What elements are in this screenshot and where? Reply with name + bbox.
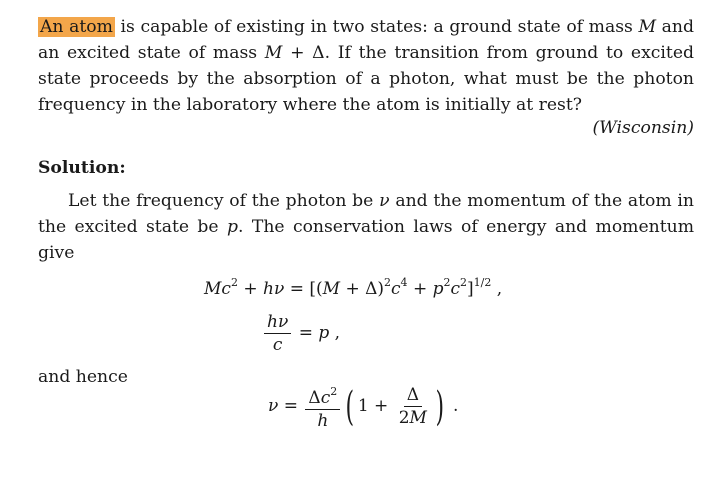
highlighted-text: An atom	[40, 17, 113, 37]
problem-source: (Wisconsin)	[592, 118, 694, 138]
energy-equation: $Mc^2 + h\nu = [(M + \Delta)^2c^4 + p^2c^2]^{1/2}$ ,	[204, 276, 503, 299]
solution-intro: Let the frequency of the photon be ν and the momentum of the atom in the excited state be p. The conservation laws of energy and momentum give	[38, 191, 694, 263]
momentum-equation: $\frac{h\nu}{c}$ = p ,	[262, 312, 340, 355]
problem-statement	[38, 14, 694, 118]
solution-heading: Solution:	[38, 158, 126, 178]
problem-text: is capable of existing in two states: a ground state of mass M and an excited state of mass M + Δ. If the transition from ground to excited state proceeds by the absorption of a photon, what must be the photon frequency in the laboratory where the atom is initially at rest?	[38, 17, 694, 115]
and-hence-text: and hence	[38, 367, 128, 387]
result-equation: ν = $\frac{\Delta c^2}{h}$ ( 1 + $\frac{\Delta}{2M}$ ) .	[268, 383, 459, 431]
